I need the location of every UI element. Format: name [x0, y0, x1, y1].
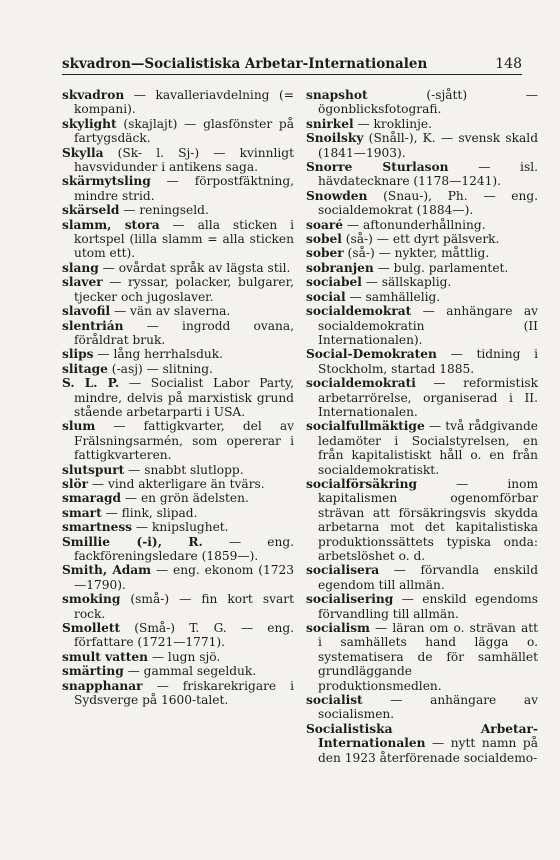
entry-headword: socialförsäkring: [306, 476, 417, 491]
dictionary-entry: [62, 275, 294, 304]
dictionary-entry: [306, 88, 538, 117]
dictionary-entry: [306, 246, 538, 260]
entry-definition: — förpostfäktning, mindre strid.: [74, 174, 294, 203]
dictionary-entry: [306, 419, 538, 477]
entry-definition: — isl. hävdatecknare (1178—1241).: [318, 160, 538, 189]
entry-definition: — inom kapitalismen ogenomförbar strävan att försäkringsvis skydda arbetarna mot det kapitalistiska produktionssättets typiska onda: arbetslöshet o. d.: [318, 476, 538, 563]
dictionary-entry: [62, 520, 294, 534]
dictionary-entry: [306, 275, 538, 289]
dictionary-entry: [62, 463, 294, 477]
dictionary-entry: [306, 304, 538, 347]
dictionary-entry: [306, 290, 538, 304]
entry-definition: — gammal segelduk.: [123, 664, 257, 679]
entry-definition: — enskild egendoms förvandling till allmän.: [318, 592, 538, 621]
dictionary-entry: [62, 304, 294, 318]
entry-headword: skvadron: [62, 88, 125, 102]
entry-definition: — reformistisk arbetarrörelse, organiserad i II. Internationalen.: [318, 376, 538, 419]
dictionary-entry: [62, 117, 294, 146]
entry-headword: snapshot: [306, 88, 368, 102]
dictionary-entry: [62, 319, 294, 348]
dictionary-entry: [62, 146, 294, 175]
entry-headword: socialisering: [306, 592, 394, 607]
entry-headword: snirkel: [306, 116, 354, 131]
entry-definition: — en grön ädelsten.: [121, 491, 249, 506]
dictionary-entry: [306, 722, 538, 765]
entry-definition: (små-) — fin kort svart rock.: [74, 592, 294, 621]
entry-headword: sober: [306, 246, 344, 261]
dictionary-entry: [306, 117, 538, 131]
entry-definition: (Snau-), Ph. — eng. socialdemokrat (1884—).: [318, 188, 538, 218]
entry-headword: smult vatten: [62, 649, 148, 664]
entry-definition: — samhällelig.: [345, 289, 441, 304]
entry-definition: — alla sticken i kortspel (lilla slamm = alla sticken utom ett).: [74, 217, 294, 261]
entry-headword: Skylla: [62, 145, 104, 160]
dictionary-entry: [306, 592, 538, 621]
dictionary-entry: [306, 563, 538, 592]
entry-definition: — ryssar, polacker, bulgarer, tjecker och jugoslaver.: [74, 275, 294, 304]
dictionary-entry: [62, 650, 294, 664]
entry-definition: — Socialist Labor Party, mindre, delvis på marxistisk grund stående arbetarparti i USA.: [74, 376, 294, 419]
entry-headword: snapphanar: [62, 678, 143, 693]
dictionary-entry: [306, 160, 538, 189]
entry-definition: (så-) — nykter, måttlig.: [343, 246, 490, 261]
entry-headword: social: [306, 289, 346, 304]
entry-definition: — eng. fackföreningsledare (1859—).: [74, 534, 294, 563]
entry-headword: S. L. P.: [62, 376, 120, 391]
dictionary-entry: [62, 88, 294, 117]
dictionary-entry: [62, 592, 294, 621]
dictionary-entry: [306, 189, 538, 218]
entry-definition: — vind akterligare än tvärs.: [88, 476, 265, 491]
entry-definition: — kroklinje.: [353, 116, 432, 131]
entry-headword: Snoilsky: [306, 131, 364, 146]
entry-headword: Social-Demokraten: [306, 347, 437, 362]
entry-headword: socialist: [306, 693, 363, 708]
dictionary-entry: [62, 362, 294, 376]
entry-headword: slutspurt: [62, 462, 125, 477]
dictionary-entry: [306, 347, 538, 376]
entry-headword: smart: [62, 505, 102, 520]
entry-definition: — snabbt slutlopp.: [124, 462, 244, 477]
running-header: [62, 50, 522, 72]
entry-headword: slaver: [62, 275, 103, 290]
dictionary-entry: [62, 174, 294, 203]
entry-definition: (skajlajt) — glasfönster på fartygsdäck.: [74, 116, 294, 146]
entry-definition: — knipslughet.: [132, 520, 229, 535]
entry-definition: — kavalleriavdelning (= kompani).: [74, 88, 294, 117]
dictionary-entry: [306, 693, 538, 722]
dictionary-entry: [62, 218, 294, 261]
entry-headword: slum: [62, 419, 96, 434]
entry-definition: — sällskaplig.: [361, 275, 452, 290]
entry-definition: (-asj) — slitning.: [107, 361, 213, 376]
entry-definition: (Sk- l. Sj-) — kvinnligt havsvidunder i antikens saga.: [74, 145, 294, 175]
dictionary-entry: [62, 203, 294, 217]
dictionary-entry: [306, 232, 538, 246]
entry-definition: — två rådgivande ledamöter i Socialstyrelsen, en från kapitalistiskt håll o. en från socialdemokratiskt.: [318, 419, 538, 477]
entry-headword: Socialistiska Arbetar-Internationalen: [306, 721, 538, 751]
entry-headword: slör: [62, 476, 89, 491]
entry-definition: (Små-) T. G. — eng. författare (1721—1771).: [74, 621, 294, 650]
entry-definition: — flink, slipad.: [101, 505, 198, 520]
entry-definition: — ingrodd ovana, föråldrat bruk.: [74, 318, 294, 347]
entry-definition: — ovårdat språk av lägsta stil.: [98, 260, 291, 275]
dictionary-entry: [62, 621, 294, 650]
dictionary-entry: [62, 563, 294, 592]
entry-headword: sociabel: [306, 275, 362, 290]
dictionary-entry: [62, 491, 294, 505]
entry-definition: — fattigkvarter, del av Frälsningsarmén, som opererar i fattigkvarteren.: [74, 419, 294, 463]
entry-headword: socialfullmäktige: [306, 419, 425, 434]
entry-headword: soaré: [306, 217, 344, 232]
entry-headword: sobranjen: [306, 260, 374, 275]
entry-headword: slitage: [62, 361, 108, 376]
entry-definition: — nytt namn på den 1923 återförenade socialdemo-: [318, 736, 538, 765]
dictionary-entry: [306, 477, 538, 563]
entry-definition: — bulg. parlamentet.: [373, 260, 509, 275]
dictionary-entry: [306, 131, 538, 160]
entry-headword: socialisera: [306, 563, 380, 578]
entry-headword: smaragd: [62, 491, 122, 506]
dictionary-entry: [62, 679, 294, 708]
dictionary-entry: [62, 477, 294, 491]
entry-definition: (-sjått) — ögonblicksfotografi.: [318, 88, 538, 117]
entry-definition: — förvandla enskild egendom till allmän.: [318, 563, 538, 592]
entry-definition: — anhängare av socialismen.: [318, 693, 538, 722]
entry-definition: — tidning i Stockholm, startad 1885.: [318, 347, 538, 376]
right-column: [306, 88, 538, 765]
dictionary-entry: [62, 376, 294, 419]
entry-headword: socialdemokrati: [306, 376, 416, 391]
entry-definition: — reningseld.: [119, 203, 209, 218]
entry-definition: — anhängare av socialdemokratin (II Internationalen).: [318, 304, 538, 347]
entry-headword: socialism: [306, 621, 370, 636]
header-rule: [62, 74, 522, 75]
entry-headword: smartness: [62, 520, 133, 535]
entry-headword: Snowden: [306, 188, 368, 203]
entry-definition: — eng. ekonom (1723—1790).: [74, 563, 295, 592]
entry-headword: slamm, stora: [62, 217, 160, 232]
dictionary-entry: [62, 664, 294, 678]
dictionary-entry: [306, 376, 538, 419]
entry-definition: — aftonunderhållning.: [343, 217, 486, 232]
entry-headword: skylight: [62, 116, 117, 131]
dictionary-entry: [306, 621, 538, 693]
entry-headword: Smillie (-i), R.: [62, 534, 203, 549]
entry-headword: skärmytsling: [62, 174, 151, 189]
entry-definition: — vän av slaverna.: [110, 304, 231, 319]
entry-headword: Snorre Sturlason: [306, 160, 449, 175]
left-column: [62, 88, 294, 707]
dictionary-entry: [62, 419, 294, 462]
entry-headword: slang: [62, 260, 99, 275]
page-number: 148: [495, 56, 522, 72]
header-title: skvadron—Socialistiska Arbetar-Internationalen: [62, 56, 428, 72]
entry-definition: — lång herrhalsduk.: [93, 347, 224, 362]
entry-headword: smoking: [62, 592, 121, 607]
dictionary-entry: [306, 261, 538, 275]
entry-definition: (så-) — ett dyrt pälsverk.: [341, 232, 500, 247]
dictionary-entry: [62, 347, 294, 361]
entry-headword: slips: [62, 347, 94, 362]
entry-definition: — friskarekrigare i Sydsverge på 1600-talet.: [74, 678, 294, 708]
dictionary-entry: [62, 535, 294, 564]
entry-headword: skärseld: [62, 203, 120, 218]
entry-headword: slavofil: [62, 304, 111, 319]
entry-definition: — läran om o. strävan att i samhällets hand lägga o. systematisera de för samhället grundläggande produktionsmedlen.: [318, 621, 538, 693]
dictionary-entry: [62, 261, 294, 275]
entry-headword: smärting: [62, 664, 124, 679]
dictionary-entry: [62, 506, 294, 520]
entry-headword: sobel: [306, 232, 342, 247]
entry-definition: — lugn sjö.: [147, 649, 221, 664]
entry-definition: (Snåll-), K. — svensk skald (1841—1903).: [318, 131, 538, 160]
entry-headword: Smith, Adam: [62, 563, 152, 578]
entry-headword: Smollett: [62, 621, 121, 636]
entry-headword: socialdemokrat: [306, 304, 412, 319]
entry-headword: slentrián: [62, 318, 124, 333]
dictionary-entry: [306, 218, 538, 232]
